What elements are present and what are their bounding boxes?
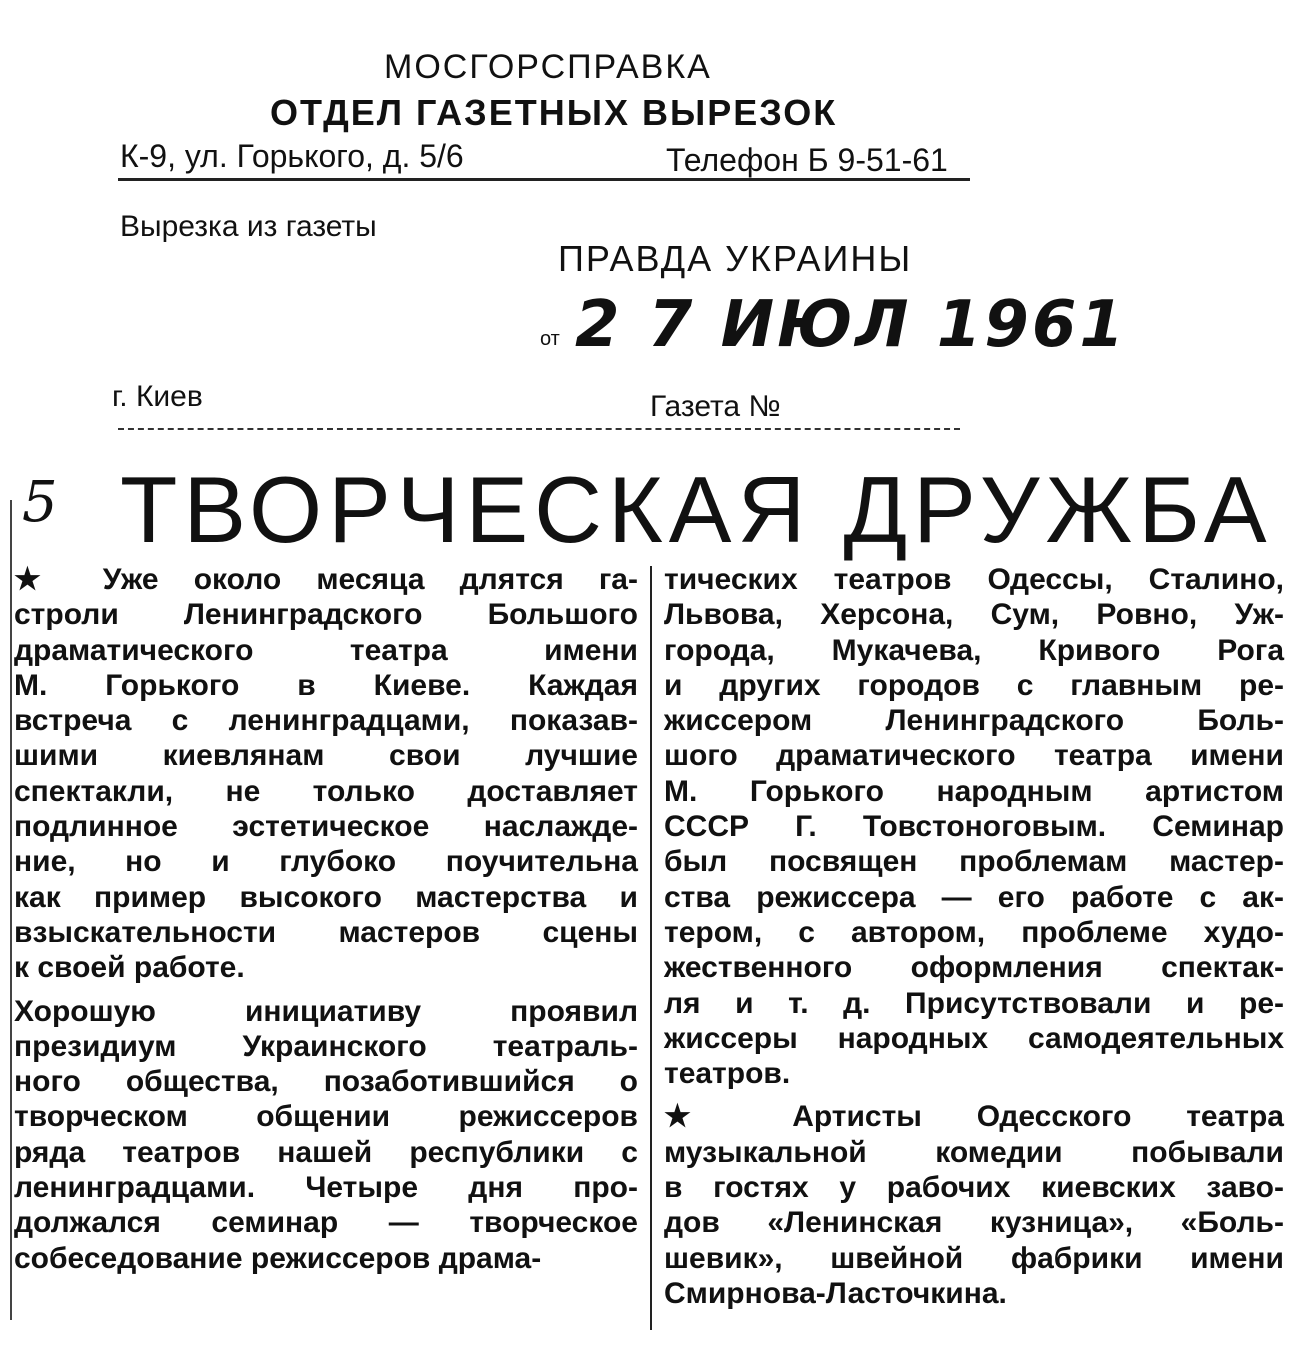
article-line: драматического театра имени <box>14 633 638 667</box>
date-prefix: от <box>540 328 560 350</box>
article-line: строли Ленинградского Большого <box>14 598 638 632</box>
clipping-rule <box>118 428 960 430</box>
article-line: М. Горького народным артистом <box>664 774 1284 808</box>
article-line: в гостях у рабочих киевских заво- <box>664 1171 1284 1205</box>
article-line: Львова, Херсона, Сум, Ровно, Уж- <box>664 598 1284 632</box>
article-line: был посвящен проблемам мастер- <box>664 845 1284 879</box>
article-line: и других городов с главным ре- <box>664 668 1284 702</box>
article-line: шого драматического театра имени <box>664 739 1284 773</box>
article-line: СССР Г. Товстоноговым. Семинар <box>664 810 1284 844</box>
headline: ТВОРЧЕСКАЯ ДРУЖБА <box>120 457 1273 562</box>
article-line: подлинное эстетическое наслажде- <box>14 810 638 844</box>
article-line: театров. <box>664 1057 791 1091</box>
phone: Телефон Б 9-51-61 <box>666 142 948 178</box>
issue-label: Газета № <box>650 390 781 423</box>
article-line: творческом общении режиссеров <box>14 1100 638 1134</box>
header-rule <box>118 178 970 181</box>
city: г. Киев <box>112 380 203 413</box>
right-column <box>664 562 1284 1311</box>
article-line: должался семинар — творческое <box>14 1206 638 1240</box>
paragraph-gap <box>664 1091 1284 1099</box>
left-edge-line <box>10 500 12 1320</box>
article-line: ★ Уже около месяца длятся га- <box>14 563 638 596</box>
article-line: ние, но и глубоко поучительна <box>14 845 638 879</box>
article-line: взыскательности мастеров сцены <box>14 915 638 949</box>
article-line: президиум Украинского театраль- <box>14 1029 638 1063</box>
org-name: МОСГОРСПРАВКА <box>384 48 712 86</box>
article-line: Хорошую инициативу проявил <box>14 994 638 1028</box>
article-line: жиссером Ленинградского Боль- <box>664 704 1284 738</box>
article-line: Смирнова-Ласточкина. <box>664 1276 1007 1310</box>
article-line: ного общества, позаботившийся о <box>14 1065 638 1099</box>
article-line: к своей работе. <box>14 951 245 985</box>
article-line: ряда театров нашей республики с <box>14 1135 638 1169</box>
article-line: жиссеры народных самодеятельных <box>664 1021 1284 1055</box>
handwritten-mark: 5 <box>22 470 58 535</box>
article-line: музыкальной комедии побывали <box>664 1135 1284 1169</box>
article-line: ★ Артисты Одесского театра <box>664 1100 1284 1134</box>
clipping-label: Вырезка из газеты <box>120 210 377 243</box>
article-line: жественного оформления спектак- <box>664 951 1284 985</box>
left-column <box>14 562 638 1276</box>
article-line: встреча с ленинградцами, показав- <box>14 704 638 738</box>
article-line: шевик», швейной фабрики имени <box>664 1241 1284 1275</box>
address: К-9, ул. Горького, д. 5/6 <box>120 138 464 174</box>
newspaper-name: ПРАВДА УКРАИНЫ <box>558 238 913 279</box>
article-line: тических театров Одессы, Сталино, <box>664 563 1284 596</box>
article-line: дов «Ленинская кузница», «Боль- <box>664 1206 1284 1240</box>
paragraph-gap <box>14 986 638 994</box>
article-line: как пример высокого мастерства и <box>14 880 638 914</box>
department-name: ОТДЕЛ ГАЗЕТНЫХ ВЫРЕЗОК <box>270 92 838 133</box>
article-line: спектакли, не только доставляет <box>14 774 638 808</box>
article-line: города, Мукачева, Кривого Рога <box>664 633 1284 667</box>
article-line: ля и т. д. Присутствовали и ре- <box>664 986 1284 1020</box>
article-line: шими киевлянам свои лучшие <box>14 739 638 773</box>
date-stamp: 2 7 ИЮЛ 1961 <box>575 288 1127 362</box>
article-line: собеседование режиссеров драма- <box>14 1241 542 1275</box>
article-line: тером, с автором, проблеме худо- <box>664 915 1284 949</box>
article-line: ства режиссера — его работе с ак- <box>664 880 1284 914</box>
article-line: М. Горького в Киеве. Каждая <box>14 668 638 702</box>
column-divider <box>650 566 652 1330</box>
article-line: ленинградцами. Четыре дня про- <box>14 1171 638 1205</box>
